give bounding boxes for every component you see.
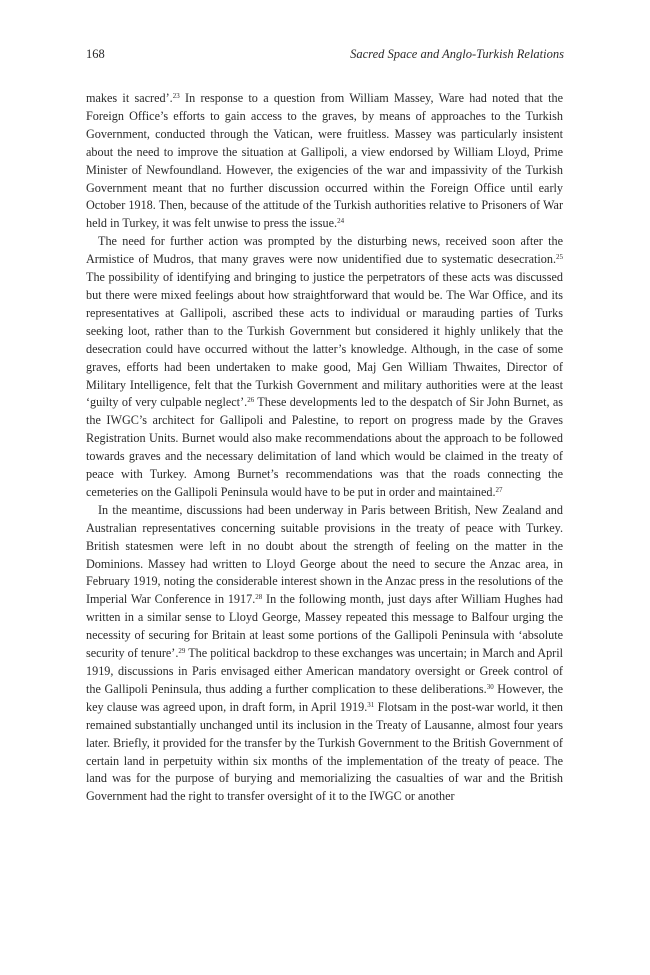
footnote-marker: 23 [172,92,180,100]
paragraph-text: These developments led to the despatch of Sir John Burnet, as the IWGC’s architect for Gallipoli and Palestine, to report on progress made by the Graves Registration Units. Burnet would also make recommendations about the approach to be followed towards graves and the necessary delimitation of land which would be claimed in the treaty of peace with Turkey. Among Burnet’s recommendations was that the roads connecting the cemeteries on the Gallipoli Peninsula would have to be put in order and maintained. [86,395,563,499]
footnote-marker: 30 [486,682,494,691]
paragraph [86,502,563,806]
page-number: 168 [86,47,105,61]
paragraph-text: In the meantime, discussions had been underway in Paris between British, New Zealand and Australian representatives concerning suitable provisions in the treaty of peace with Turkey. British statesmen were left in no doubt about the strength of feeling on the matter in the Dominions. Massey had written to Lloyd George about the need to secure the Anzac area, in February 1919, noting the considerable interest shown in the Anzac press in the resolutions of the Imperial War Conference in 1917. [86,502,563,607]
body-text [86,90,563,806]
footnote-marker: 29 [178,647,186,656]
paragraph-text: However, the key clause was agreed upon, in draft form, in April 1919. [86,681,564,714]
paragraph [86,90,563,233]
running-title: Sacred Space and Anglo-Turkish Relations [350,47,564,61]
footnote-marker: 26 [247,396,255,405]
page-header [86,47,564,65]
paragraph-text: Flotsam in the post-war world, it then remained substantially unchanged until its inclusion in the Treaty of Lausanne, almost four years later. Briefly, it provided for the transfer by the Turkish Government to the British Government of certain land in perpetuity within six months of the implementation of the treaty of peace. The land was for the purpose of burying and memorializing the casualties of war and the British Government had the right to transfer oversight of it to the IWGC or another [86,699,563,804]
paragraph-text: In response to a question from William Massey, Ware had noted that the Foreign Office’s efforts to gain access to the graves, by means of approaches to the Turkish Government, conducted through the Vatican, were fruitless. Massey was particularly insistent about the need to improve the situation at Gallipoli, a view endorsed by William Lloyd, Prime Minister of Newfoundland. However, the exigencies of the war and impassivity of the Turkish Government meant that no further discussion occurred within the Foreign Office until early October 1918. Then, because of the attitude of the Turkish authorities relative to Prisoners of War held in Turkey, it was felt unwise to press the issue. [86,91,563,231]
paragraph-text: In the following month, just days after William Hughes had written in a similar sense to Lloyd George, Massey repeated this message to Balfour urging the necessity of securing for Britain at least some portions of the Gallipoli Peninsula with ‘absolute security of tenure’. [86,592,563,661]
paragraph-text: The possibility of identifying and bringing to justice the perpetrators of these acts was discussed but there were mixed feelings about how straightforward that would be. The War Office, and its representatives at Gallipoli, ascribed these acts to individual or marauding parties of Turks seeking loot, rather than to the Turkish Government but considered it highly unlikely that the desecration could have occurred without the latter’s knowledge. Although, in the case of some graves, efforts had been undertaken to make good, Maj Gen William Thwaites, Director of Military Intelligence, felt that the Turkish Government and military authorities were at the least ‘guilty of very culpable neglect’. [86,270,563,410]
paragraph-text: The political backdrop to these exchanges was uncertain; in March and April 1919, discussions in Paris envisaged either American mandatory oversight or Greek control of the Gallipoli Peninsula, thus adding a further complication to these deliberations. [86,646,563,696]
footnote-marker: 24 [337,217,345,226]
paragraph [86,233,563,502]
paragraph-text: The need for further action was prompted by the disturbing news, received soon after the Armistice of Mudros, that many graves were now unidentified due to systematic desecration. [86,234,563,267]
footnote-marker: 25 [556,253,563,262]
footnote-marker: 27 [495,485,503,494]
footnote-marker: 31 [367,700,375,709]
footnote-marker: 28 [255,593,263,602]
paragraph-text: makes it sacred’. [86,91,173,105]
